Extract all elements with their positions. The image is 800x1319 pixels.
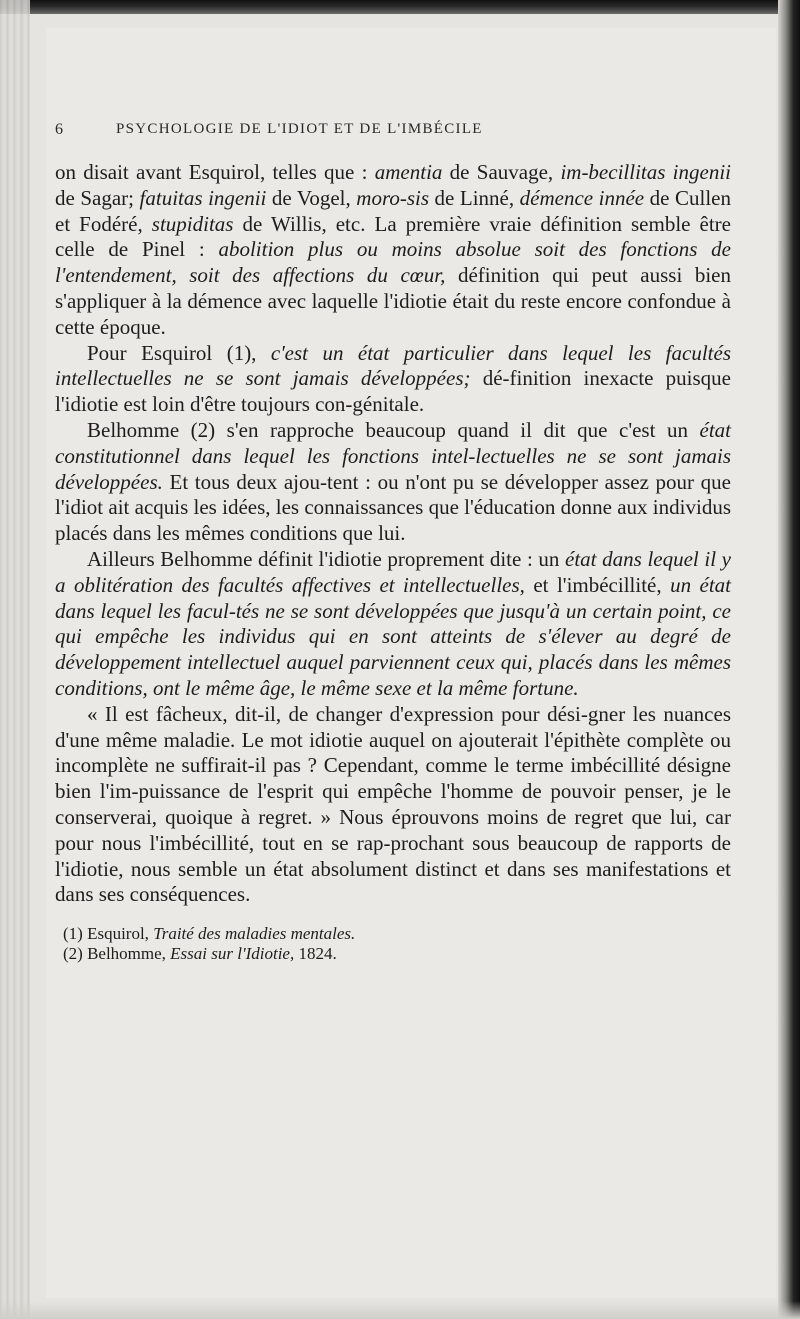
text-run: de Linné, (429, 185, 520, 210)
text-run: et l'imbécillité, (524, 572, 671, 597)
text-run: Ailleurs Belhomme définit l'idiotie proprement dite : un (87, 546, 566, 571)
text-run-italic: démence innée (519, 185, 645, 210)
footnotes (55, 924, 731, 964)
text-run: de Sauvage, (442, 160, 561, 184)
footnote-text: (2) Belhomme, (63, 944, 171, 964)
scan-binding-left (0, 0, 30, 1319)
text-run: dé-finition inexacte puisque l'idiotie est loin d'être toujours con-génitale. (55, 366, 731, 417)
paragraph-4 (55, 547, 731, 702)
text-run-italic: amentia (374, 160, 443, 184)
text-run: Belhomme (2) s'en rapproche beaucoup quand il dit que c'est un (87, 417, 700, 442)
text-run: de Cullen et Fodéré, (55, 185, 731, 236)
footnote-text: 1824. (294, 944, 337, 964)
page-text (55, 160, 731, 964)
text-run-italic: état dans lequel il y a oblitération des facultés affectives et intellectuelles, (55, 546, 731, 597)
text-run: on disait avant Esquirol, telles que : (55, 160, 375, 184)
page-header (55, 118, 735, 148)
footnote-text: (1) Esquirol, (63, 924, 154, 944)
footnote-text-italic: Essai sur l'Idiotie, (170, 944, 295, 964)
paragraph-2 (55, 341, 731, 418)
page-number: 6 (55, 121, 65, 138)
footnote-2 (63, 944, 731, 964)
text-run: de Vogel, (266, 185, 357, 210)
text-run-italic: stupiditas (151, 211, 234, 236)
text-run-italic: un état dans lequel les facul-tés ne se sont développées que jusqu'à un certain point, ce qui empêche les individus qui en sont atteints de s'élever au degré de développement intellectuel auquel parviennent ceux qui, placés dans les mêmes conditions, ont le même âge, le même sexe et la même fortune. (55, 572, 731, 700)
paragraph-5 (55, 702, 731, 908)
footnote-1 (63, 924, 731, 944)
text-run-italic: fatuitas ingenii (139, 185, 267, 210)
scan-shadow-bottom (0, 1301, 800, 1319)
text-run: « Il est fâcheux, dit-il, de changer d'expression pour dési-gner les nuances d'une même maladie. Le mot idiotie auquel on ajouterait l'épithète complète ou incomplète ne suffirait-il pas ? Cependant, comme le terme imbécillité désigne bien l'im-puissance de l'esprit qui empêche l'homme de pouvoir penser, je le conserverai, quoique à regret. » Nous éprouvons moins de regret que lui, car pour nous l'imbécillité, tout en se rap-prochant sous beaucoup de rapports de l'idiotie, nous semble un état absolument distinct et dans ses manifestations et dans ses conséquences. (55, 701, 731, 907)
text-run-italic: im-becillitas ingenii (560, 160, 732, 184)
text-run: Et tous deux ajou-tent : ou n'ont pu se développer assez pour que l'idiot ait acquis les idées, les connaissances que l'éducation donne aux individus placés dans les mêmes conditions que lui. (55, 469, 731, 546)
text-run-italic: abolition plus ou moins absolue soit des fonctions de l'entendement, soit des affections du cœur, (55, 237, 731, 288)
text-run-italic: c'est un état particulier dans lequel les facultés intellectuelles ne se sont jamais développées; (55, 340, 731, 391)
footnote-text-italic: Traité des maladies mentales. (153, 924, 356, 944)
scan-shadow-right (778, 0, 800, 1319)
paragraph-1 (55, 160, 731, 341)
text-run: Pour Esquirol (1), (87, 340, 271, 365)
text-run-italic: état constitutionnel dans lequel les fonctions intel-lectuelles ne se sont jamais développées. (55, 417, 731, 494)
text-run: définition qui peut aussi bien s'appliquer à la démence avec laquelle l'idiotie était du reste encore confondue à cette époque. (55, 263, 731, 339)
text-run-italic: moro-sis (356, 185, 430, 210)
text-run: de Willis, etc. La première vraie définition semble être celle de Pinel : (55, 211, 731, 262)
running-title: PSYCHOLOGIE DE L'IDIOT ET DE L'IMBÉCILE (116, 121, 483, 137)
text-run: de Sagar; (55, 185, 140, 210)
paragraph-3 (55, 418, 731, 547)
scan-shadow-top (0, 0, 800, 14)
